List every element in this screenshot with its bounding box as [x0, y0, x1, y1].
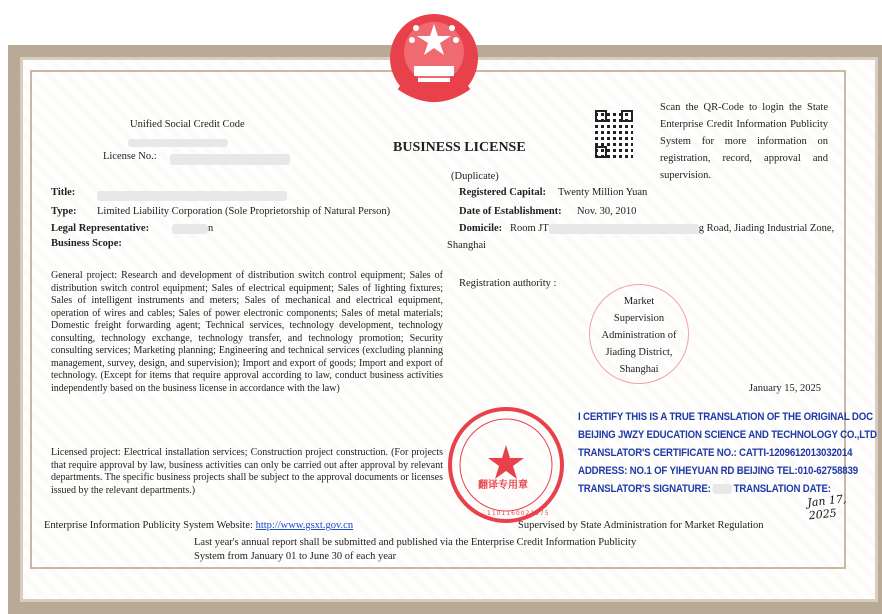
- title-value: [97, 187, 287, 205]
- website-line: Enterprise Information Publicity System Website: http://www.gsxt.gov.cn: [44, 520, 354, 531]
- issue-date: January 15, 2025: [749, 383, 822, 394]
- qr-instructions: Scan the QR-Code to login the State Enterprise Credit Information Publicity System for more information on registration, record, approval and supervision.: [660, 102, 828, 181]
- annual-report-line-1: Last year's annual report shall be submitted and published via the Enterprise Credit Information Publicity: [194, 537, 637, 548]
- supervised-text: Supervised by State Administration for Market Regulation: [518, 520, 764, 531]
- business-scope-label: Business Scope:: [51, 238, 122, 249]
- type-label: Type:: [51, 206, 77, 217]
- title-label: Title:: [51, 187, 76, 198]
- registration-authority-label: Registration authority :: [459, 278, 557, 289]
- qr-code[interactable]: [595, 110, 633, 158]
- cert-line-4: ADDRESS: NO.1 OF YIHEYUAN RD BEIJING TEL:010-62758839: [578, 465, 858, 477]
- legal-rep-label: Legal Representative:: [51, 223, 150, 234]
- certification-block: [578, 408, 877, 498]
- licensed-project-text: Licensed project: Electrical installation services; Construction project construction. (For projects that require approval by law, business activities can only be carried out after approval by relevant departments. The specific business projects shall be subject to the approval documents or licenses issued by the relevant departments.): [51, 447, 443, 496]
- duplicate-label: (Duplicate): [451, 171, 499, 182]
- cert-line-1: I CERTIFY THIS IS A TRUE TRANSLATION OF THE ORIGINAL DOC: [578, 411, 873, 423]
- date-established-value: Nov. 30, 2010: [577, 206, 637, 217]
- registered-capital-value: Twenty Million Yuan: [558, 187, 648, 198]
- authority-line-5: Shanghai: [619, 364, 659, 375]
- authority-line-1: Market: [623, 296, 655, 307]
- authority-stamp-text: [589, 293, 689, 378]
- authority-line-3: Administration of: [601, 330, 677, 341]
- translation-seal-icon: [446, 405, 566, 525]
- license-no-value: [170, 150, 290, 168]
- domicile-label: Domicile:: [459, 223, 503, 234]
- authority-line-4: Jiading District,: [605, 347, 673, 358]
- license-no-label: License No.:: [103, 151, 157, 162]
- general-project-text: General project: Research and development of distribution switch control equipment; Sales of distribution switch control equipment; Sales of electrical equipment; Sales of lighting fixtures; Sales of intelligent instruments and meters; Sales of mechanical and electrical equipment, operation of wires and cables; Sales of power electronic components; Sales of metal materials; Domestic freight forwarding agent; Technical services, technology development, technology consulting, technology exchange, technology transfer, and technology promotion; Security consulting services; Marketing planning; Engineering and technical services (excluding planning management, survey, design, and supervision); Import and export of goods; Import and export of technology. (Except for items that require approval according to law, conduct business activities independently based on the business license in accordance with the law): [51, 270, 443, 394]
- annual-report-line-2: System from January 01 to June 30 of each year: [194, 551, 397, 562]
- signature-date: Jan 17, 2025: [806, 492, 847, 523]
- cert-line-2: BEIJING JWZY EDUCATION SCIENCE AND TECHNOLOGY CO.,LTD: [578, 429, 877, 441]
- website-link[interactable]: http://www.gsxt.gov.cn: [255, 520, 354, 531]
- seal-number: 1101160021575: [487, 510, 550, 517]
- seal-center-text: 翻译专用章: [478, 480, 528, 491]
- authority-line-2: Supervision: [613, 313, 665, 324]
- legal-rep-value: n: [172, 222, 213, 235]
- date-established-label: Date of Establishment:: [459, 206, 562, 217]
- cert-line-3: TRANSLATOR'S CERTIFICATE NO.: CATTI-1209612013032014: [578, 447, 853, 459]
- document-title: BUSINESS LICENSE: [393, 140, 526, 155]
- domicile-value: Room JT g Road, Jiading Industrial Zone,: [510, 223, 835, 234]
- cert-line-5: TRANSLATOR'S SIGNATURE: TRANSLATION DATE:: [578, 483, 831, 495]
- registered-capital-label: Registered Capital:: [459, 187, 546, 198]
- credit-code-label: Unified Social Credit Code: [130, 119, 245, 130]
- national-emblem-icon: [386, 6, 482, 112]
- domicile-city: Shanghai: [447, 240, 487, 251]
- type-value: Limited Liability Corporation (Sole Proprietorship of Natural Person): [97, 206, 391, 217]
